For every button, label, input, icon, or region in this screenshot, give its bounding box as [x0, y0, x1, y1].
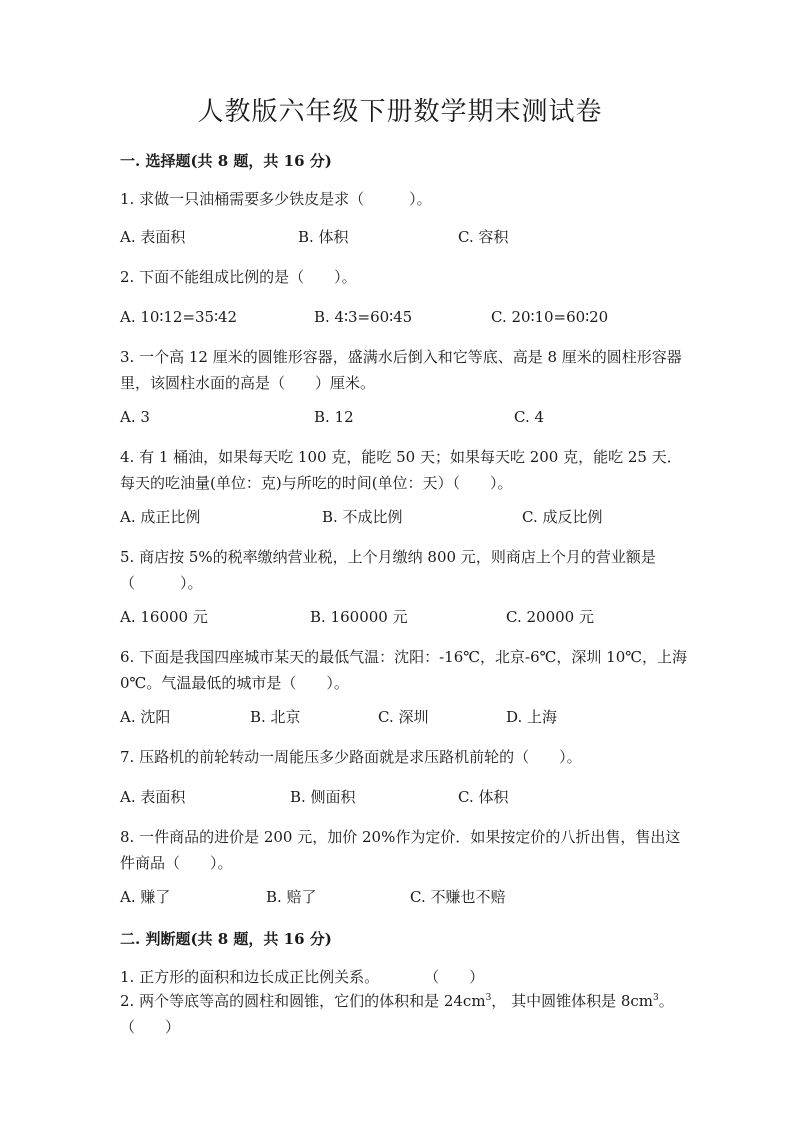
option-4c: C. 成反比例	[522, 508, 603, 526]
page-title: 人教版六年级下册数学期末测试卷	[197, 97, 603, 127]
question-6: 6. 下面是我国四座城市某天的最低气温：沈阳：-16℃，北京-6℃，深圳 10℃，上海 0℃。气温最低的城市是（ ）。	[120, 648, 688, 692]
option-3a: A. 3	[120, 408, 150, 426]
option-7a: A. 表面积	[120, 788, 186, 806]
option-5c: C. 20000 元	[506, 608, 594, 626]
judgement-question-2: 2. 两个等底等高的圆柱和圆锥，它们的体积和是 $24cm^3$， 其中圆锥体积是 $8cm^3$。（ ）	[120, 992, 674, 1036]
option-8c: C. 不赚也不赔	[410, 888, 506, 906]
option-1a: A. 表面积	[120, 228, 186, 246]
question-4: 4. 有 1 桶油，如果每天吃 100 克，能吃 50 天；如果每天吃 200 克，能吃 25 天．每天的吃油量(单位：克)与所吃的时间(单位：天）（ ）。	[120, 448, 682, 492]
option-4b: B. 不成比例	[322, 508, 403, 526]
option-1b: B. 体积	[298, 228, 349, 246]
option-2a: A. 10∶12=35∶42	[120, 308, 238, 326]
option-5a: A. 16000 元	[120, 608, 208, 626]
option-7c: C. 体积	[458, 788, 509, 806]
question-8: 8. 一件商品的进价是 200 元，加价 20%作为定价．如果按定价的八折出售，售出这件商品（ ）。	[120, 828, 681, 872]
question-5: 5. 商店按 5%的税率缴纳营业税，上个月缴纳 800 元，则商店上个月的营业额是（ ）。	[120, 548, 656, 592]
option-6d: D. 上海	[506, 708, 558, 726]
option-8a: A. 赚了	[120, 888, 171, 906]
option-1c: C. 容积	[458, 228, 509, 246]
option-2c: C. 20∶10=60∶20	[491, 308, 609, 326]
option-6b: B. 北京	[250, 708, 301, 726]
option-7b: B. 侧面积	[290, 788, 356, 806]
option-6c: C. 深圳	[378, 708, 429, 726]
option-4a: A. 成正比例	[120, 508, 201, 526]
question-1: 1. 求做一只油桶需要多少铁皮是求（ ）。	[120, 190, 432, 208]
question-7: 7. 压路机的前轮转动一周能压多少路面就是求压路机前轮的（ ）。	[120, 748, 582, 766]
question-3: 3. 一个高 12 厘米的圆锥形容器，盛满水后倒入和它等底、高是 8 厘米的圆柱形容器里，该圆柱水面的高是（ ）厘米。	[120, 348, 682, 392]
judgement-question-1: 1. 正方形的面积和边长成正比例关系。 （ ）	[120, 968, 485, 986]
option-3c: C. 4	[514, 408, 545, 426]
option-5b: B. 160000 元	[310, 608, 408, 626]
section-heading-choice: 一. 选择题(共 8 题，共 16 分)	[120, 152, 332, 170]
option-8b: B. 赔了	[266, 888, 317, 906]
option-2b: B. 4∶3=60∶45	[314, 308, 413, 326]
question-2: 2. 下面不能组成比例的是（ ）。	[120, 268, 357, 286]
section-heading-judgement: 二. 判断题(共 8 题，共 16 分)	[120, 930, 332, 948]
option-6a: A. 沈阳	[120, 708, 171, 726]
option-3b: B. 12	[314, 408, 354, 426]
